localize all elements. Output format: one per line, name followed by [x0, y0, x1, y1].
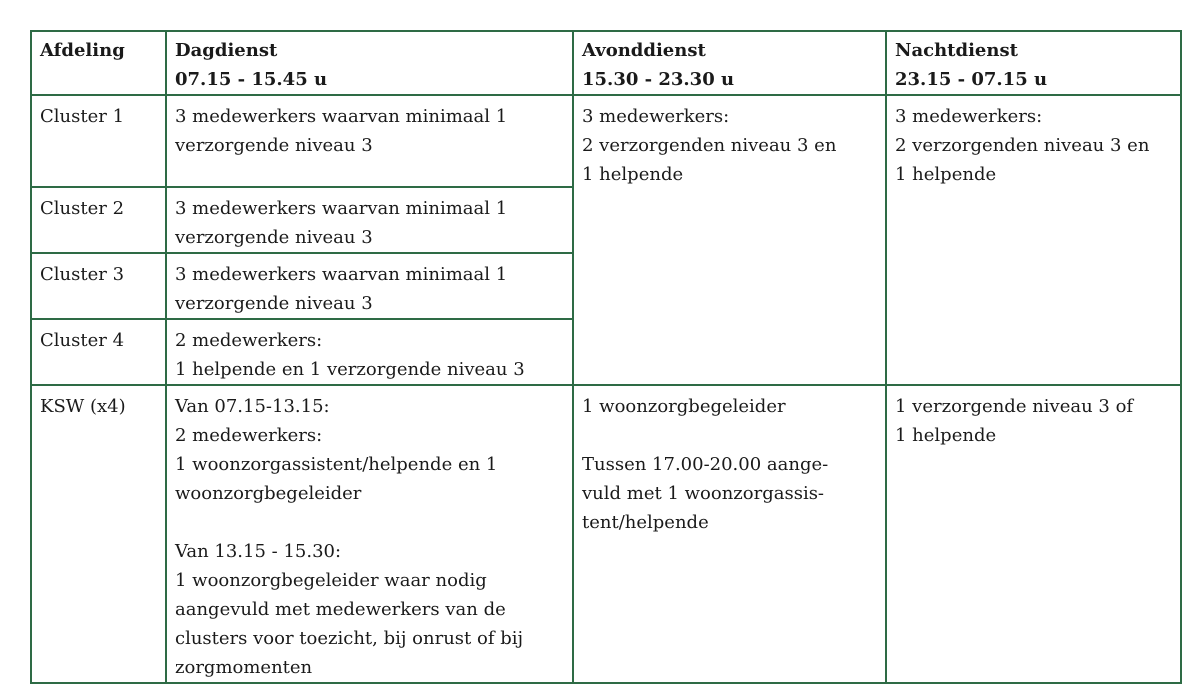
staffing-table	[30, 30, 1182, 684]
header-nachtdienst: Nachtdienst 23.15 - 07.15 u	[886, 31, 1181, 95]
header-row	[31, 31, 1181, 95]
cell-clusters-nachtdienst: 3 medewerkers: 2 verzorgenden niveau 3 en 1 helpende	[886, 95, 1181, 385]
cell-ksw-nachtdienst: 1 verzorgende niveau 3 of 1 helpende	[886, 385, 1181, 683]
cell-dagdienst: 3 medewerkers waarvan minimaal 1 verzorgende niveau 3	[166, 187, 573, 253]
header-avonddienst: Avonddienst 15.30 - 23.30 u	[573, 31, 886, 95]
cell-afdeling: Cluster 2	[31, 187, 166, 253]
table-row	[31, 95, 1181, 187]
ksw-dag-afternoon: Van 13.15 - 15.30: 1 woonzorgbegeleider waar nodig aangevuld met medewerkers van de clusters voor toezicht, bij onrust of bij zorgmomenten	[175, 541, 524, 678]
cell-afdeling: Cluster 1	[31, 95, 166, 187]
ksw-avond-base: 1 woonzorgbegeleider	[582, 396, 786, 417]
cell-ksw-avonddienst	[573, 385, 886, 683]
header-afdeling: Afdeling	[31, 31, 166, 95]
cell-dagdienst: 3 medewerkers waarvan minimaal 1 verzorgende niveau 3	[166, 253, 573, 319]
cell-afdeling: KSW (x4)	[31, 385, 166, 683]
ksw-dag-morning: Van 07.15-13.15: 2 medewerkers: 1 woonzorgassistent/helpende en 1 woonzorgbegeleider	[175, 396, 498, 504]
table-row-ksw	[31, 385, 1181, 683]
header-avonddienst-time: 15.30 - 23.30 u	[582, 69, 735, 90]
cell-afdeling: Cluster 3	[31, 253, 166, 319]
cell-dagdienst: 2 medewerkers: 1 helpende en 1 verzorgende niveau 3	[166, 319, 573, 385]
cell-dagdienst: 3 medewerkers waarvan minimaal 1 verzorgende niveau 3	[166, 95, 573, 187]
header-nachtdienst-time: 23.15 - 07.15 u	[895, 69, 1048, 90]
cell-afdeling: Cluster 4	[31, 319, 166, 385]
header-dagdienst: Dagdienst 07.15 - 15.45 u	[166, 31, 573, 95]
ksw-avond-extra: Tussen 17.00-20.00 aange- vuld met 1 woonzorgassis- tent/helpende	[582, 454, 829, 533]
cell-ksw-dagdienst	[166, 385, 573, 683]
header-dagdienst-time: 07.15 - 15.45 u	[175, 69, 328, 90]
cell-clusters-avonddienst: 3 medewerkers: 2 verzorgenden niveau 3 en 1 helpende	[573, 95, 886, 385]
